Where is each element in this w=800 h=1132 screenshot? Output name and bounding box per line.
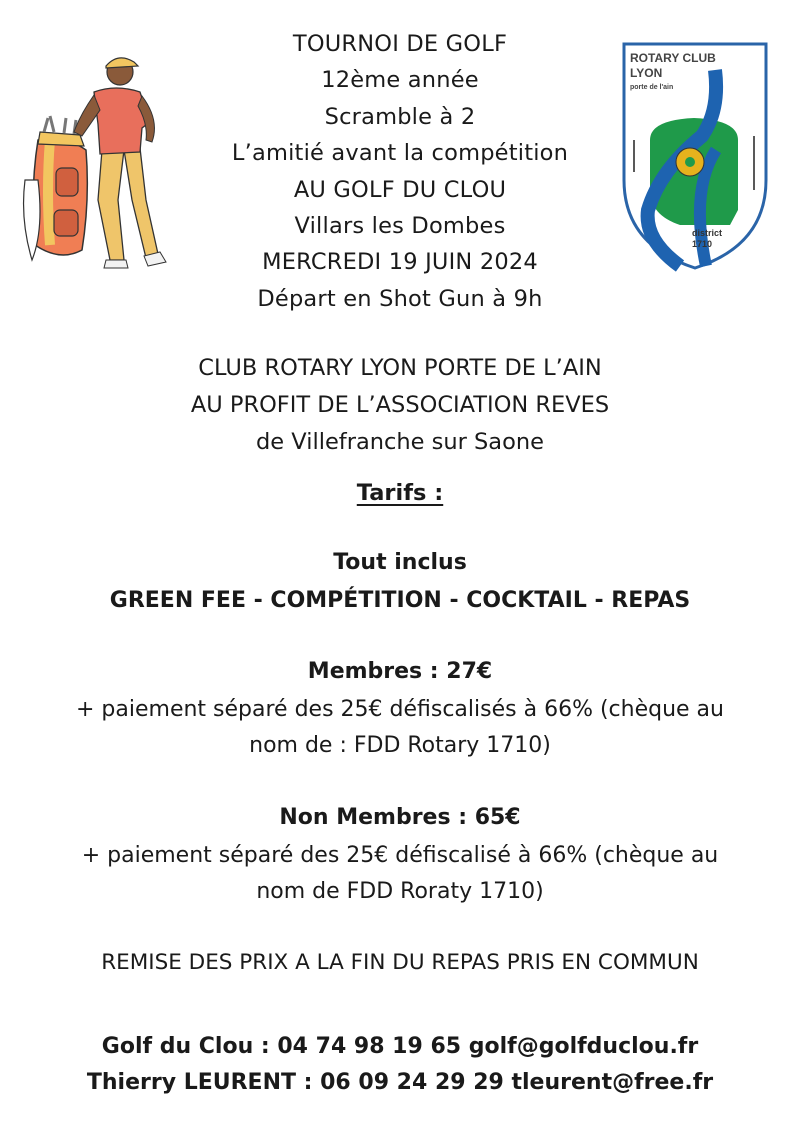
members-detail-line-1: + paiement séparé des 25€ défiscalisés à 66% (chèque au [76,697,724,722]
logo-text-1: ROTARY CLUB [630,51,716,65]
edition-line: 12ème année [321,67,479,94]
date-line: MERCREDI 19 JUIN 2024 [262,249,538,276]
organiser-line: CLUB ROTARY LYON PORTE DE L’AIN [198,355,602,381]
rotary-club-logo [620,40,770,272]
included-items: GREEN FEE - COMPÉTITION - COCKTAIL - REPAS [109,588,691,613]
logo-text-3: porte de l'ain [630,84,674,91]
logo-district-label: district [692,228,723,238]
event-title: TOURNOI DE GOLF [292,31,508,57]
non-members-detail-line-2: nom de FDD Roraty 1710) [256,879,544,904]
beneficiary-town-line: de Villefranche sur Saone [256,429,544,455]
members-price: Membres : 27€ [307,659,493,684]
logo-text-2: LYON [630,66,663,80]
venue-line: AU GOLF DU CLOU [293,176,507,203]
members-details [0,692,800,764]
members-detail-line-2: nom de : FDD Rotary 1710) [249,733,551,758]
tarifs-heading: Tarifs : [356,480,444,506]
motto-line: L’amitié avant la compétition [231,140,569,167]
header-text-block [180,26,620,317]
included-title: Tout inclus [333,550,467,575]
organisation-block [60,350,740,461]
non-members-detail-line-1: + paiement séparé des 25€ défiscalisé à 66% (chèque au [81,843,719,868]
golf-contact: Golf du Clou : 04 74 98 19 65 golf@golfduclou.fr [101,1034,699,1059]
format-line: Scramble à 2 [324,103,476,130]
beneficiary-line: AU PROFIT DE L’ASSOCIATION REVES [190,392,610,418]
non-members-details [0,838,800,910]
logo-district-number: 1710 [692,239,713,249]
golfer-illustration [20,40,170,275]
start-line: Départ en Shot Gun à 9h [257,285,543,312]
organiser-contact: Thierry LEURENT : 06 09 24 29 29 tleurent@free.fr [86,1070,714,1095]
non-members-price: Non Membres : 65€ [279,805,521,830]
prize-giving-line: REMISE DES PRIX A LA FIN DU REPAS PRIS EN COMMUN [101,950,699,975]
town-line: Villars les Dombes [294,213,506,240]
